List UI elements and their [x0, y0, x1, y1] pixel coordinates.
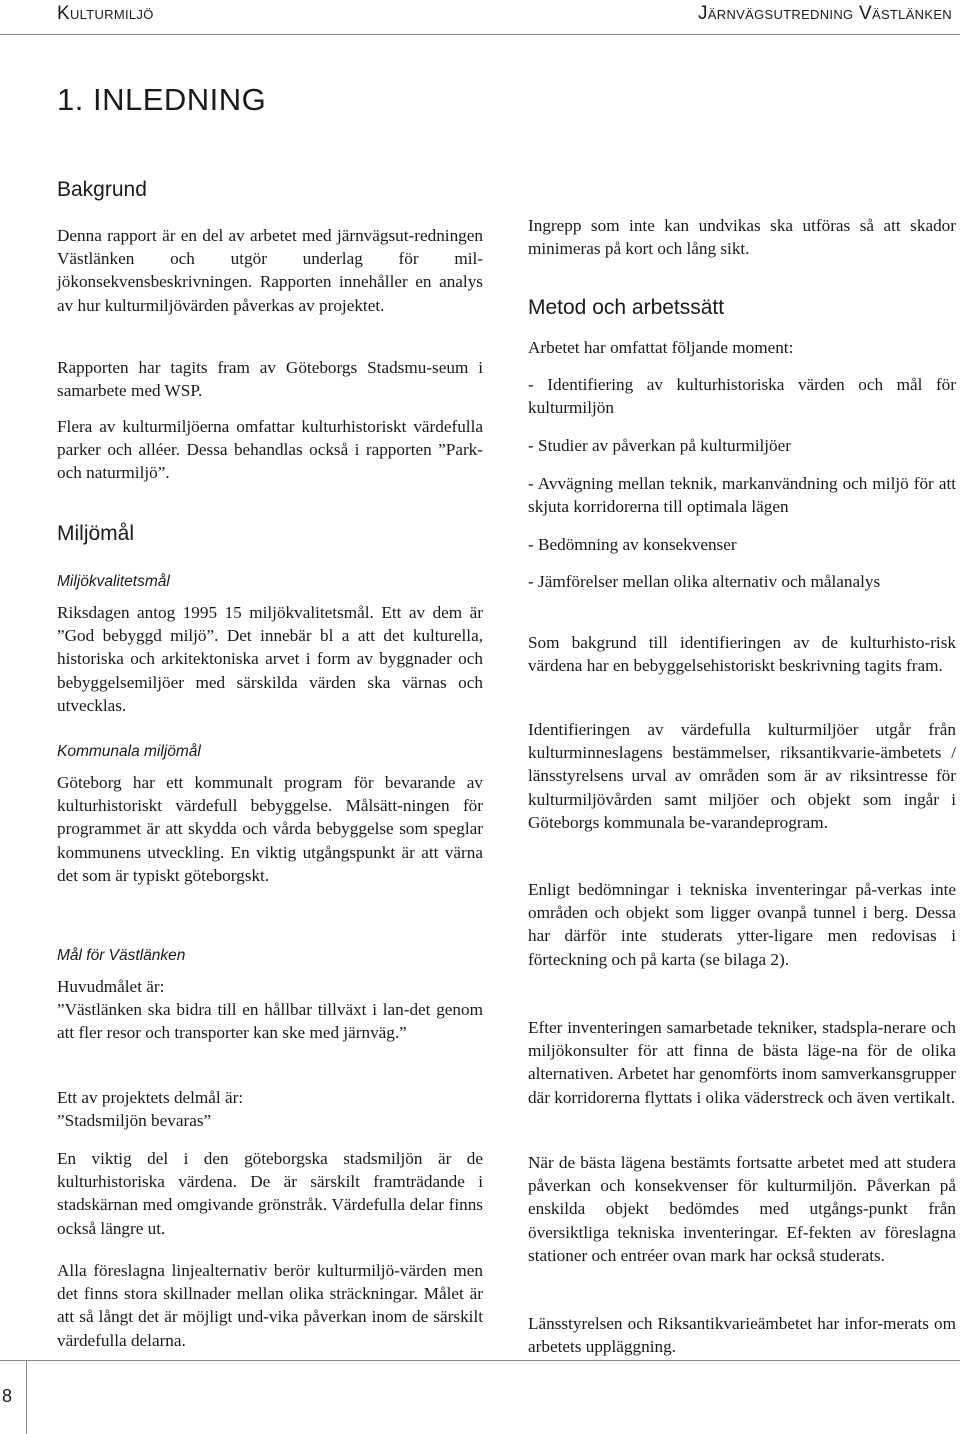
paragraph: En viktig del i den göteborgska stadsmiljön är de kulturhistoriska värdena. De är särskilt framträdande i stadskärnan med omgivande grönstråk. Värdefulla delar finns också längre ut.: [57, 1149, 483, 1238]
page-header: [0, 0, 960, 44]
list-item: - Studier av påverkan på kulturmiljöer: [528, 436, 791, 455]
paragraph: Flera av kulturmiljöerna omfattar kulturhistoriskt värdefulla parker och alléer. Dessa behandlas också i rapporten ”Park- och naturmiljö”.: [57, 417, 483, 483]
paragraph: Som bakgrund till identifieringen av de kulturhisto-risk värdena har en bebyggelsehistoriskt beskrivning tagits fram.: [528, 633, 956, 676]
paragraph: Alla föreslagna linjealternativ berör kulturmiljö-värden men det finns stora skillnader mellan olika sträckningar. Målet är att så långt det är möjligt und-vika påverkan inom de särskilt värdefulla delarna.: [57, 1261, 483, 1350]
paragraph: Huvudmålet är:: [57, 977, 165, 996]
quote: ”Stadsmiljön bevaras”: [57, 1111, 212, 1130]
chapter-title: 1. INLEDNING: [57, 82, 267, 117]
header-divider: [0, 34, 960, 35]
subheading-miljokvalitetsmal: Miljökvalitetsmål: [57, 573, 170, 590]
list-item: - Identifiering av kulturhistoriska värden och mål för kulturmiljön: [528, 375, 956, 418]
list-item: - Bedömning av konsekvenser: [528, 535, 737, 554]
heading-bakgrund: Bakgrund: [57, 178, 147, 201]
paragraph: Riksdagen antog 1995 15 miljökvalitetsmål. Ett av dem är ”God bebyggd miljö”. Det innebär bl a att det kulturella, historiska och arkitektoniska arvet i form av byggnader och bebyggelsemiljöer med särskilda värden ska värnas och utvecklas.: [57, 603, 483, 715]
heading-miljomal: Miljömål: [57, 522, 135, 545]
paragraph: Enligt bedömningar i tekniska inventeringar på-verkas inte områden och objekt som ligger ovanpå tunnel i berg. Dessa har därför inte studerats ytter-ligare men redovisas i förteckning och på karta (se bilaga 2).: [528, 880, 956, 969]
header-document-title: Järnvägsutredning Västlänken: [697, 3, 952, 24]
list-item: - Jämförelser mellan olika alternativ och målanalys: [528, 572, 881, 591]
header-section-title: Kulturmiljö: [57, 3, 154, 24]
paragraph: Länsstyrelsen och Riksantikvarieämbetet har infor-merats om arbetets uppläggning.: [528, 1314, 956, 1357]
paragraph: Efter inventeringen samarbetade tekniker, stadspla-nerare och miljökonsulter för att finna de bästa läge-na för de olika alternativen. Arbetet har genomförts inom samverkansgrupper där korridorerna flyttats i olika väderstreck och även vertikalt.: [528, 1018, 956, 1107]
quote: ”Västlänken ska bidra till en hållbar tillväxt i lan-det genom att fler resor och transporter kan ske med järnväg.”: [57, 1000, 483, 1043]
list-item: - Avvägning mellan teknik, markanvändning och miljö för att skjuta korridorerna till optimala lägen: [528, 474, 956, 517]
subheading-mal-vastlanken: Mål för Västlänken: [57, 947, 186, 964]
page-number: 8: [2, 1386, 13, 1406]
subheading-kommunala-miljomal: Kommunala miljömål: [57, 743, 201, 760]
paragraph: Identifieringen av värdefulla kulturmiljöer utgår från kulturminneslagens bestämmelser, riksantikvarie-ämbetets / länsstyrelsens urval av områden som är av riksintresse för kulturmiljövården samt miljöer och objekt som ingår i Göteborgs kommunala be-varandeprogram.: [528, 720, 956, 832]
paragraph: När de bästa lägena bestämts fortsatte arbetet med att studera påverkan och konsekvenser för kulturmiljön. Påverkan på enskilda objekt bedömdes med utgångs-punkt från översiktliga tekniska inventeringar. Ef-fekten av föreslagna stationer och entréer ovan mark har också studerats.: [528, 1153, 956, 1265]
paragraph: Ingrepp som inte kan undvikas ska utföras så att skador minimeras på kort och lång sikt.: [528, 216, 956, 259]
heading-metod: Metod och arbetssätt: [528, 296, 725, 319]
paragraph: Denna rapport är en del av arbetet med järnvägsut-redningen Västlänken och utgör underlag för mil-jökonsekvensbeskrivningen. Rapporten innehåller en analys av hur kulturmiljövärden påverkas av projektet.: [57, 226, 483, 315]
paragraph: Arbetet har omfattat följande moment:: [528, 338, 794, 357]
footer-divider: [0, 1360, 960, 1361]
paragraph: Ett av projektets delmål är:: [57, 1088, 244, 1107]
paragraph: Rapporten har tagits fram av Göteborgs Stadsmu-seum i samarbete med WSP.: [57, 358, 483, 401]
paragraph: Göteborg har ett kommunalt program för bevarande av kulturhistoriskt värdefull bebyggelse. Målsätt-ningen för programmet är att skydda och vårda bebyggelse som speglar kommunens utveckling. En viktig utgångspunkt är att värna det som är typiskt göteborgskt.: [57, 773, 483, 885]
